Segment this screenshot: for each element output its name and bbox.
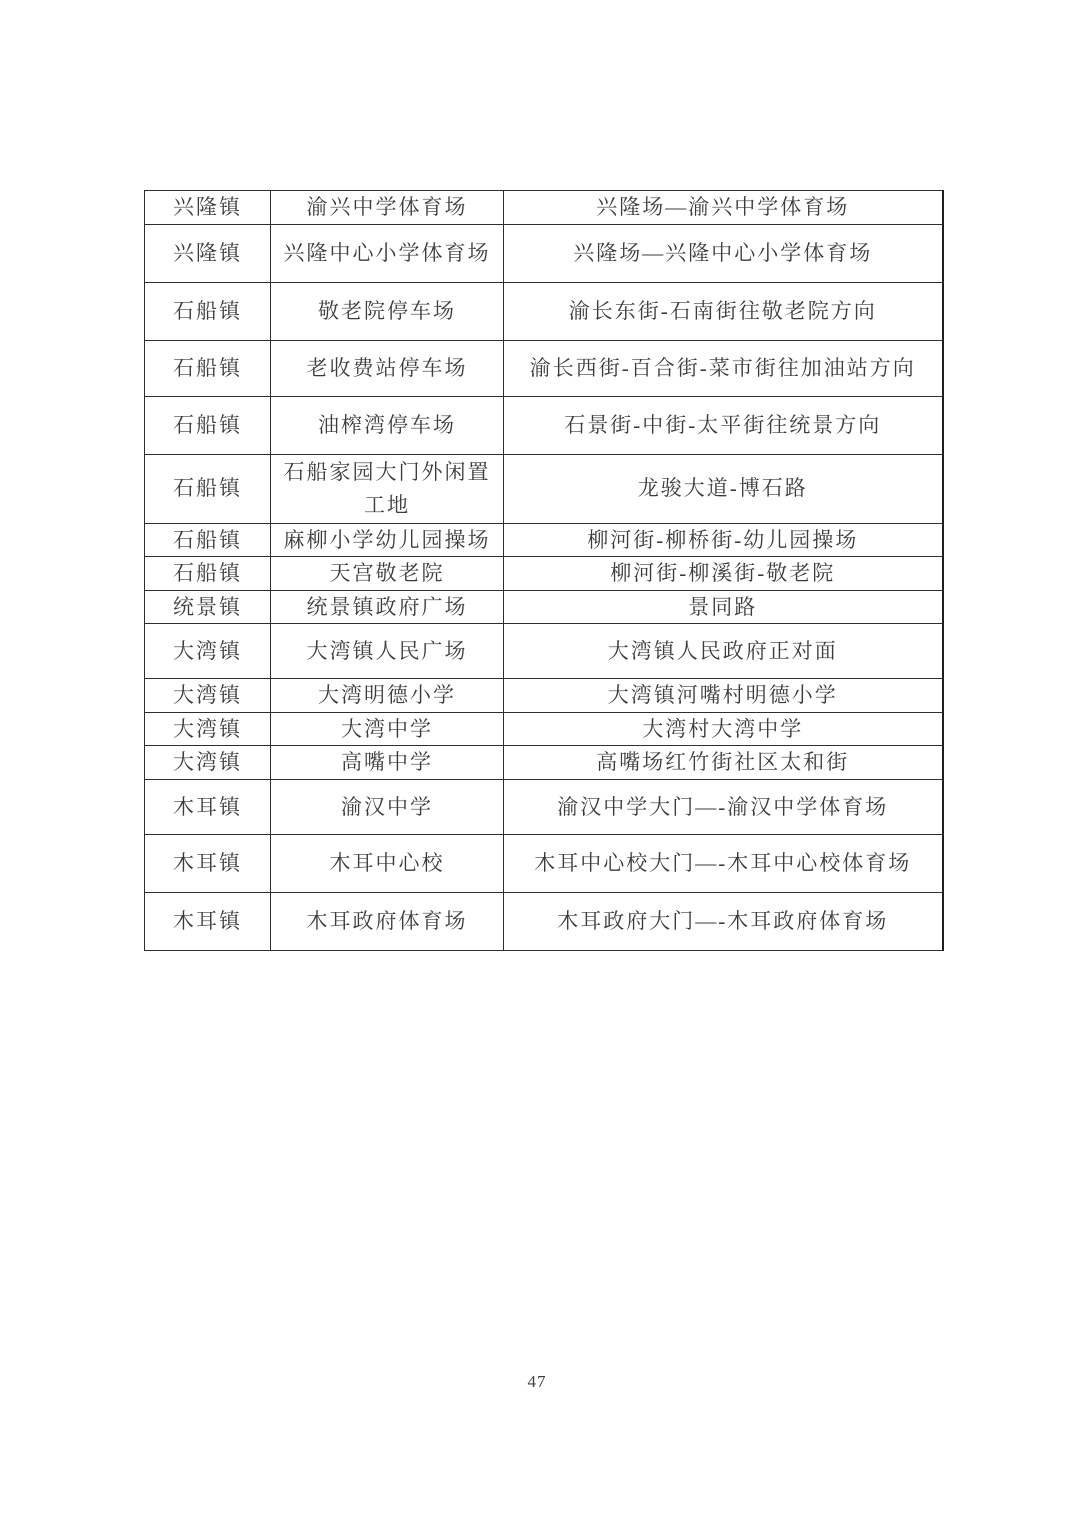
route-cell: 大湾镇河嘴村明德小学 [504,679,943,713]
town-cell: 木耳镇 [145,779,271,834]
table-row [145,779,943,834]
route-cell: 木耳政府大门—-木耳政府体育场 [504,892,943,950]
route-cell: 高嘴场红竹街社区太和街 [504,746,943,780]
town-cell: 石船镇 [145,454,271,523]
route-cell: 渝汉中学大门—-渝汉中学体育场 [504,779,943,834]
town-cell: 木耳镇 [145,834,271,892]
site-cell: 油榨湾停车场 [271,396,504,454]
table-row [145,892,943,950]
site-cell: 敬老院停车场 [271,282,504,340]
route-cell: 兴隆场—渝兴中学体育场 [504,191,943,225]
route-cell: 大湾镇人民政府正对面 [504,624,943,679]
table-row [145,834,943,892]
table-row [145,712,943,746]
table-row [145,396,943,454]
route-cell: 兴隆场—兴隆中心小学体育场 [504,224,943,282]
town-cell: 大湾镇 [145,746,271,780]
route-cell: 柳河街-柳桥街-幼儿园操场 [504,523,943,557]
site-cell: 高嘴中学 [271,746,504,780]
table-row [145,454,943,523]
town-cell: 木耳镇 [145,892,271,950]
site-cell: 石船家园大门外闲置工地 [271,454,504,523]
town-cell: 大湾镇 [145,679,271,713]
route-cell: 木耳中心校大门—-木耳中心校体育场 [504,834,943,892]
site-cell: 老收费站停车场 [271,340,504,396]
route-cell: 大湾村大湾中学 [504,712,943,746]
town-cell: 石船镇 [145,557,271,591]
table-row [145,340,943,396]
table-row [145,679,943,713]
route-cell: 渝长东街-石南街往敬老院方向 [504,282,943,340]
town-cell: 石船镇 [145,282,271,340]
venues-table [144,190,944,951]
site-cell: 麻柳小学幼儿园操场 [271,523,504,557]
table-row [145,191,943,225]
route-cell: 龙骏大道-博石路 [504,454,943,523]
table-row [145,746,943,780]
site-cell: 大湾镇人民广场 [271,624,504,679]
table-row [145,624,943,679]
route-cell: 渝长西街-百合街-菜市街往加油站方向 [504,340,943,396]
town-cell: 兴隆镇 [145,224,271,282]
table-row [145,523,943,557]
town-cell: 大湾镇 [145,624,271,679]
town-cell: 石船镇 [145,396,271,454]
site-cell: 天宫敬老院 [271,557,504,591]
town-cell: 石船镇 [145,340,271,396]
town-cell: 兴隆镇 [145,191,271,225]
site-cell: 渝汉中学 [271,779,504,834]
table-row [145,224,943,282]
site-cell: 大湾明德小学 [271,679,504,713]
site-cell: 大湾中学 [271,712,504,746]
site-cell: 木耳政府体育场 [271,892,504,950]
site-cell: 兴隆中心小学体育场 [271,224,504,282]
table-row [145,282,943,340]
town-cell: 石船镇 [145,523,271,557]
town-cell: 统景镇 [145,590,271,624]
town-cell: 大湾镇 [145,712,271,746]
site-cell: 木耳中心校 [271,834,504,892]
table-row [145,557,943,591]
route-cell: 景同路 [504,590,943,624]
route-cell: 柳河街-柳溪街-敬老院 [504,557,943,591]
table-row [145,590,943,624]
table-body [145,191,943,951]
route-cell: 石景街-中街-太平街往统景方向 [504,396,943,454]
page-number: 47 [527,1372,547,1391]
site-cell: 统景镇政府广场 [271,590,504,624]
site-cell: 渝兴中学体育场 [271,191,504,225]
